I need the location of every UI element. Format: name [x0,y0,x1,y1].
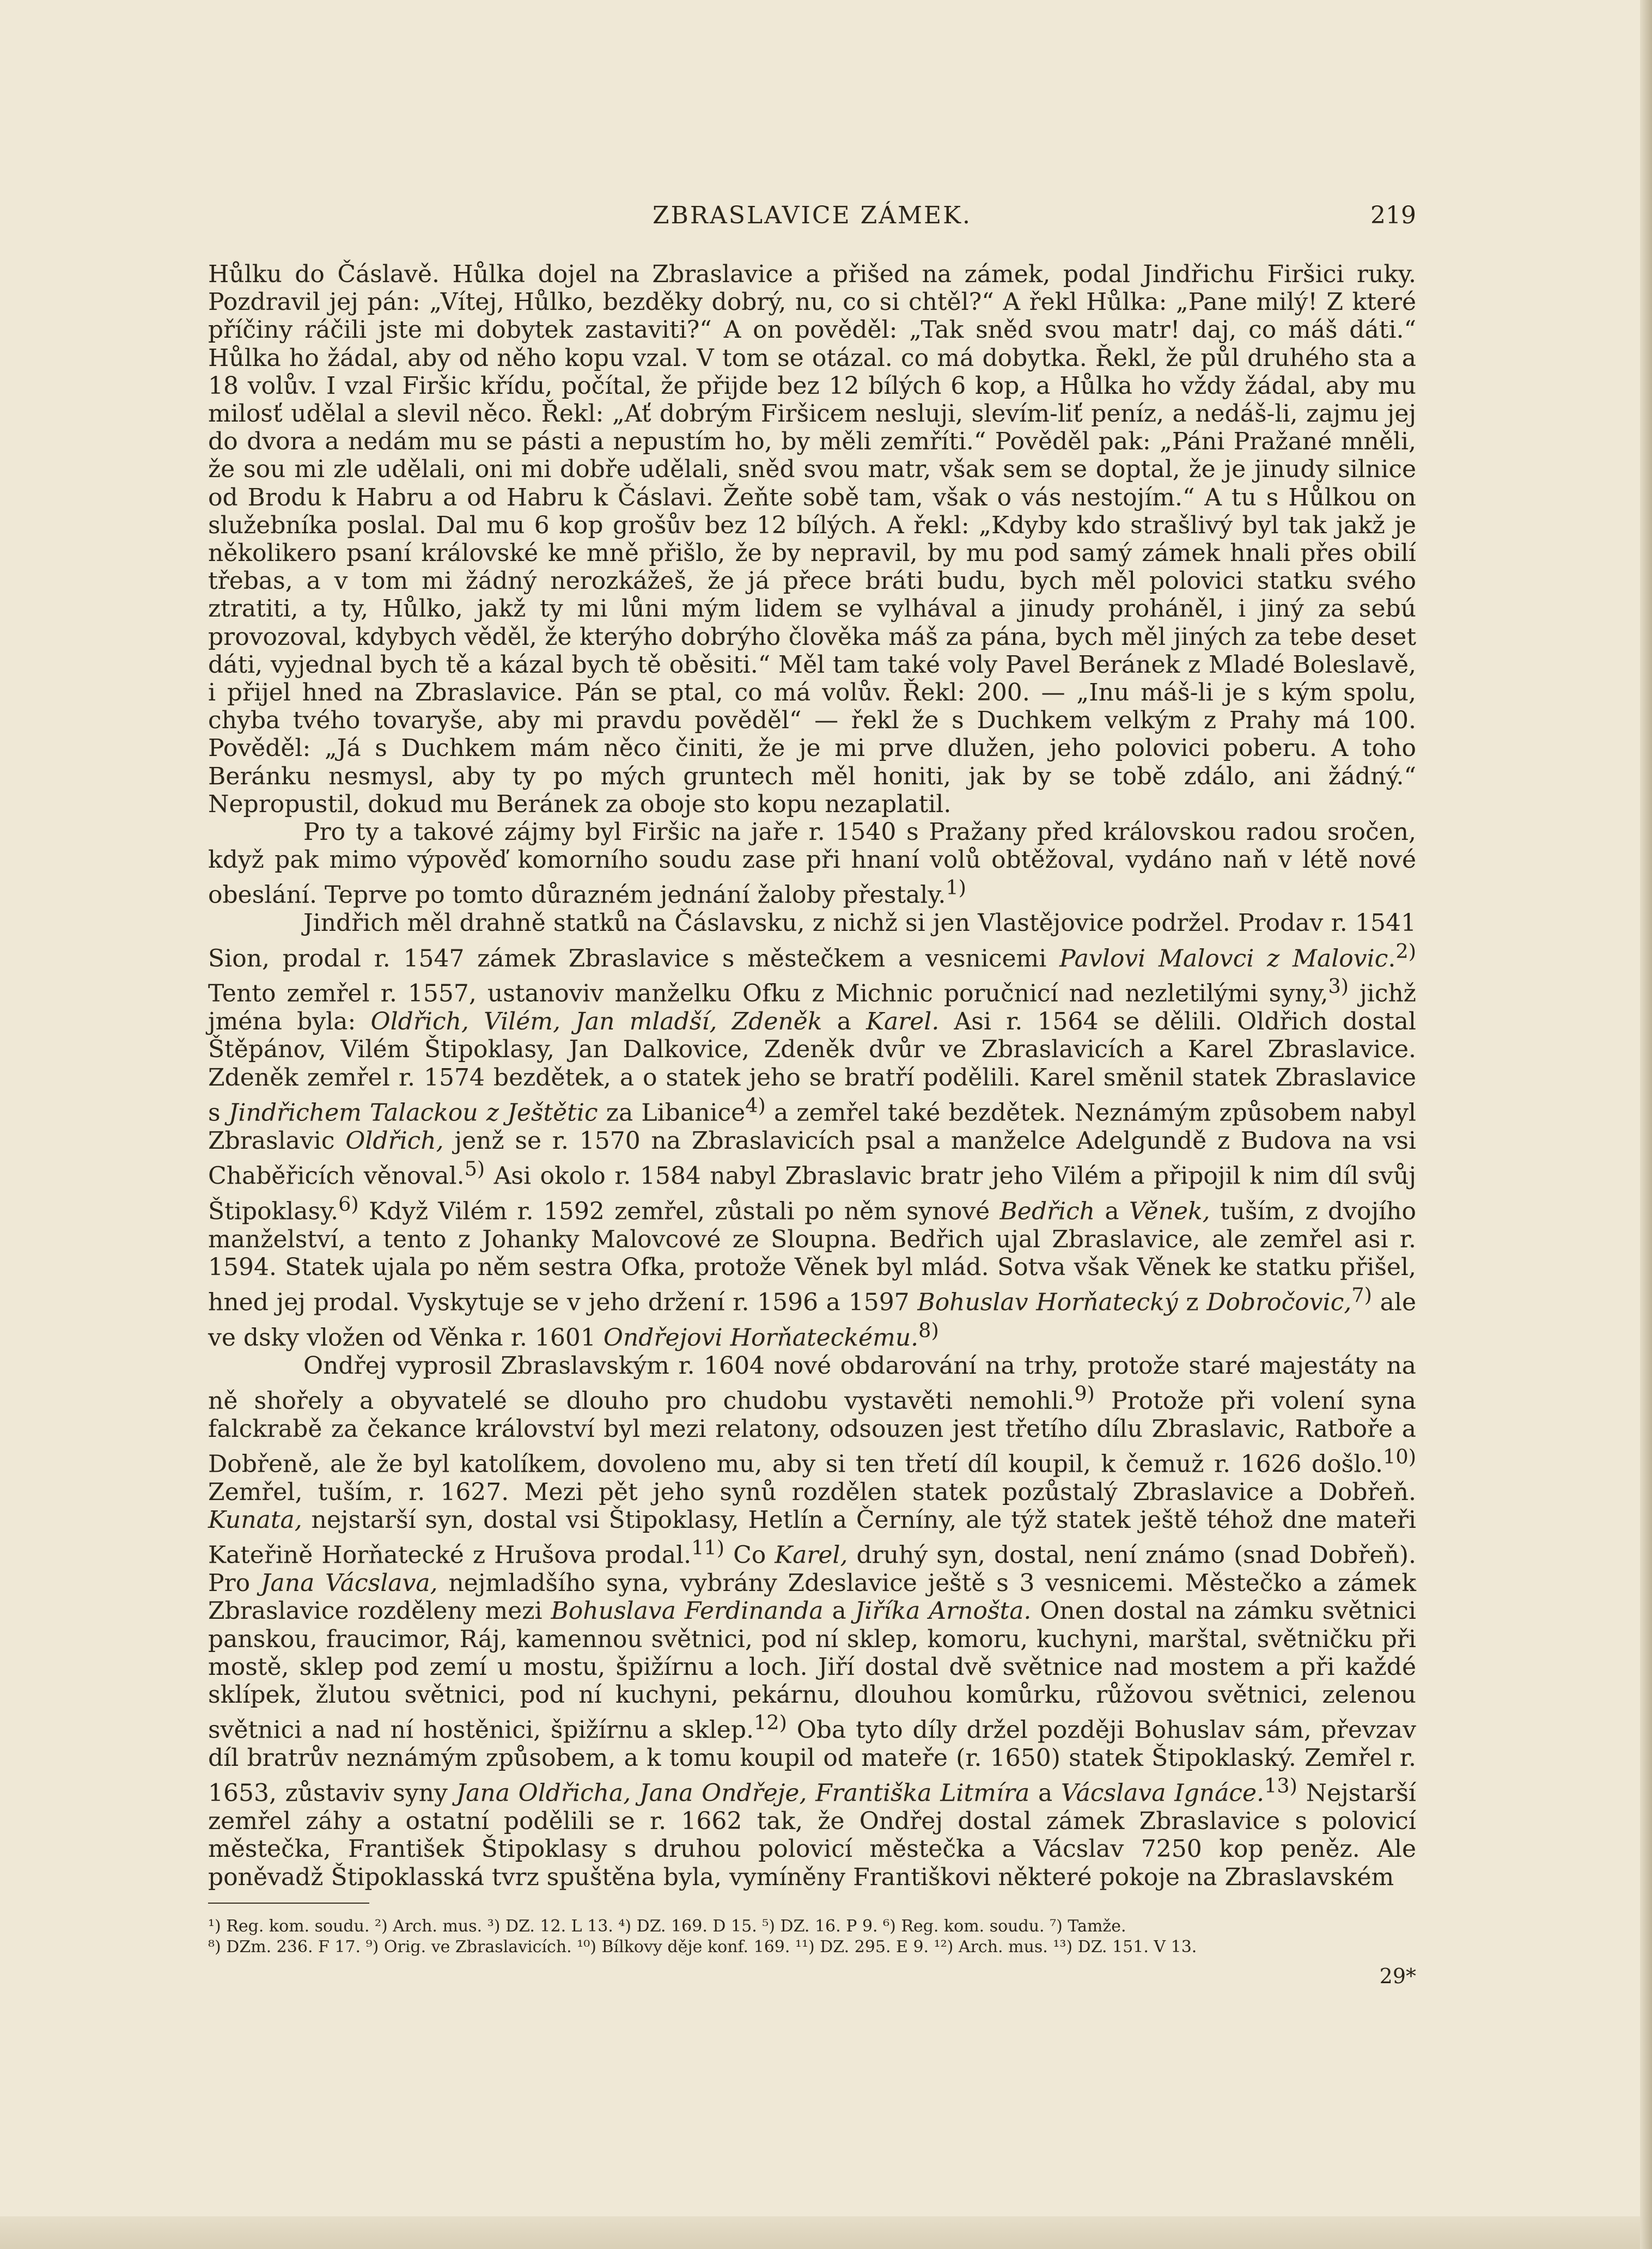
footnote-ref: 6) [338,1192,359,1216]
footnote-ref: 8) [918,1318,939,1342]
paragraph-2 [208,818,1416,909]
footnote-ref: 7) [1351,1283,1372,1307]
italic-name: Dobročovic, [1206,1288,1352,1317]
italic-name: Jindřichem Talackou z Ještětic [228,1099,598,1127]
italic-name: Věnek, [1129,1197,1210,1226]
printer-signature: 29* [1379,1964,1416,1988]
italic-name: Pavlovi Malovci z Malovic [1059,944,1388,973]
book-binding-edge [1640,0,1652,2249]
italic-name: Ondřejovi Horňateckému. [603,1324,919,1352]
italic-name: Oldřich, Vilém, Jan mladší, Zdeněk [370,1008,822,1036]
footnote-ref: 5) [464,1156,485,1180]
italic-name: Bedřich [999,1197,1095,1226]
footnote-ref: 2) [1395,939,1416,963]
footnote-ref: 11) [691,1536,725,1560]
paragraph-1: Hůlku do Čáslavě. Hůlka dojel na Zbraslavice a přišed na zámek, podal Jindřichu Firšici ruky. Pozdravil jej pán: „Vítej, Hůlko, bezděky dobrý, nu, co si chtěl?“ A řekl Hůlka: „Pane milý! Z které příčiny ráčili jste mi dobytek zastaviti?“ A on pověděl: „Tak sněd svou matr! daj, co máš dáti.“ Hůlka ho žádal, aby od něho kopu vzal. V tom se otázal. co má dobytka. Řekl, že půl druhého sta a 18 volův. I vzal Firšic křídu, počítal, že přijde bez 12 bílých 6 kop, a Hůlka ho vždy žádal, aby mu milosť udělal a slevil něco. Řekl: „Ať dobrým Firšicem nesluji, slevím-liť peníz, a nedáš-li, zajmu jej do dvora a nedám mu se pásti a nepustím ho, by měli zemříti.“ Pověděl pak: „Páni Pražané mněli, že sou mi zle udělali, oni mi dobře udělali, sněd svou matr, však sem se doptal, že je jinudy silnice od Brodu k Habru a od Habru k Čáslavi. Žeňte sobě tam, však o vás nestojím.“ A tu s Hůlkou on služebníka poslal. Dal mu 6 kop grošův bez 12 bílých. A řekl: „Kdyby kdo strašlivý byl tak jakž je několikero psaní královské ke mně přišlo, že by nepravil, by mu pod samý zámek hnali přes obilí třebas, a v tom mi žádný nerozkážeš, že já přece bráti budu, bych měl polovici statku svého ztratiti, a ty, Hůlko, jakž ty mi lůni mým lidem se vylhával a jinudy proháněl, i jiný za sebú provozoval, kdybych věděl, že kterýho dobrýho člověka máš za pána, bych měl jiných za tebe deset dáti, vyjednal bych tě a kázal bych tě oběsiti.“ Měl tam také voly Pavel Beránek z Mladé Boleslavě, i přijel hned na Zbraslavice. Pán se ptal, co má volův. Řekl: 200. — „Inu máš-li je s kým spolu, chyba tvého tovaryše, aby mi pravdu pověděl“ — řekl že s Duchkem velkým z Prahy má 100. Pověděl: „Já s Duchkem mám něco činiti, že je mi prve dlužen, jeho polovici poberu. A toho Beránku nesmysl, aby ty po mých gruntech měl honiti, jak by se tobě zdálo, ani žádný.“ Nepropustil, dokud mu Beránek za oboje sto kopu nezaplatil. [208,260,1416,818]
italic-name: Jiříka Arnošta. [855,1597,1032,1625]
paragraph-3: Jindřich měl drahně statků na Čáslavsku, z nichž si jen Vlastějovice podržel. Prodav r. 1541 Sion, prodal r. 1547 zámek Zbraslavice s městečkem a vesnicemi Pavlovi Malovci z Malovic.$^{2)}$ Tento zemřel r. 1557, ustanoviv manželku Ofku z Michnic poručnicí nad nezletilými syny,$^{3)}$ jichž jména byla: Oldřich, Vilém, Jan mladší, Zdeněk a Karel. Asi r. 1564 se dělili. Oldřich dostal Štěpánov, Vilém Štipoklasy, Jan Dalkovice, Zdeněk dvůr ve Zbraslavicích a Karel Zbraslavice. Zdeněk zemřel r. 1574 bezdětek, a o statek jeho se bratří podělili. Karel směnil statek Zbraslavice s Jindřichem Talackou z Ještětic za Libanice$^{4)}$ a zemřel také bezdětek. Neznámým způsobem nabyl Zbraslavic Oldřich, jenž se r. 1570 na Zbraslavicích psal a manželce Adelgundě z Budova na vsi Chaběřicích věnoval.$^{5)}$ Asi okolo r. 1584 nabyl Zbraslavic bratr jeho Vilém a připojil k nim díl svůj Štipoklasy.$^{6)}$ Když Vilém r. 1592 zemřel, zůstali po něm synové Bedřich a Věnek, tuším, z dvojího manželství, a tento z Johanky Malovcové ze Sloupna. Bedřich ujal Zbraslavice, ale zemřel asi r. 1594. Statek ujala po něm sestra Ofka, protože Věnek byl mlád. Sotva však Věnek ke statku přišel, hned jej prodal. Vyskytuje se v jeho držení r. 1596 a 1597 Bohuslav Horňatecký z Dobročovic,$^{7)}$ ale ve dsky vložen od Věnka r. 1601 Ondřejovi Horňateckému.$^{8)}$ [208,909,1417,1352]
footnote-ref: 1) [946,876,966,900]
page-bottom-edge [0,2216,1652,2249]
italic-name: Vácslava Ignáce. [1060,1779,1264,1807]
italic-name: Bohuslava Ferdinanda [551,1597,824,1625]
footnote-divider [208,1903,369,1904]
footnotes [208,1916,1416,1958]
page-number: 219 [1370,202,1416,229]
paragraph-4: Ondřej vyprosil Zbraslavským r. 1604 nové obdarování na trhy, protože staré majestáty na ně shořely a obyvatelé se dlouho pro chudobu vystavěti nemohli.$^{9)}$ Protože při volení syna falckrabě za čekance království byl mezi relatony, odsouzen jest třetího dílu Zbraslavic, Ratboře a Dobřeně, ale že byl katolíkem, dovoleno mu, aby si ten třetí díl koupil, k čemuž r. 1626 došlo.$^{10)}$ Zemřel, tuším, r. 1627. Mezi pět jeho synů rozdělen statek pozůstalý Zbraslavice a Dobřeň. Kunata, nejstarší syn, dostal vsi Štipoklasy, Hetlín a Černíny, ale týž statek ještě téhož dne mateři Kateřině Horňatecké z Hrušova prodal.$^{11)}$ Co Karel, druhý syn, dostal, není známo (snad Dobřeň). Pro Jana Vácslava, nejmladšího syna, vybrány Zdeslavice ještě s 3 vesnicemi. Městečko a zámek Zbraslavice rozděleny mezi Bohuslava Ferdinanda a Jiříka Arnošta. Onen dostal na zámku světnici panskou, fraucimor, Ráj, kamennou světnici, pod ní sklep, komoru, kuchyni, marštal, světničku při mostě, sklep pod zemí u mostu, špižírnu a loch. Jiří dostal dvě světnice nad mostem a při každé sklípek, žlutou světnici, pod ní kuchyni, pekárnu, dlouhou komůrku, růžovou světnici, zelenou světnici a nad ní hostěnici, špižírnu a sklep.$^{12)}$ Oba tyto díly držel později Bohuslav sám, převzav díl bratrův neznámým způsobem, a k tomu koupil od mateře (r. 1650) statek Štipoklaský. Zemřel r. 1653, zůstaviv syny Jana Oldřicha, Jana Ondřeje, Františka Litmíra a Vácslava Ignáce.$^{13)}$ Nejstarší zemřel záhy a ostatní podělili se r. 1662 tak, že Ondřej dostal zámek Zbraslavice s polovicí městečka, František Štipoklasy s druhou polovicí městečka a Vácslav 7250 kop peněz. Ale poněvadž Štipoklasská tvrz spuštěna byla, vymíněny Františkovi některé pokoje na Zbraslavském [208,1351,1417,1891]
italic-name: Bohuslav Horňatecký [917,1288,1178,1317]
footnote-line-1: ¹) Reg. kom. soudu. ²) Arch. mus. ³) DZ. 12. L 13. ⁴) DZ. 169. D 15. ⁵) DZ. 16. P 9. ⁶) Reg. kom. soudu. ⁷) Tamže. [208,1917,1126,1936]
italic-name: Jana Vácslava, [260,1569,438,1598]
page-header [208,202,1416,234]
paragraph-2-text: Pro ty a takové zájmy byl Firšic na jaře r. 1540 s Pražany před královskou radou sročen, když pak mimo výpověď komorního soudu zase při hnaní volů obtěžoval, vydáno naň v létě nové obeslání. Teprve po tomto důrazném jednání žaloby přestaly. [208,818,1416,910]
italic-name: Karel. [866,1008,940,1036]
running-title: ZBRASLAVICE ZÁMEK. [652,202,972,229]
italic-name: Karel, [775,1541,848,1569]
italic-name: Oldřich, [345,1126,444,1155]
footnote-ref: 13) [1264,1774,1297,1798]
main-text [208,260,1416,1891]
italic-name: Jana Oldřicha, Jana Ondřeje, Františka Litmíra [456,1779,1030,1807]
footnote-ref: 9) [1074,1381,1095,1405]
footnote-ref: 12) [753,1711,787,1735]
footnote-ref: 3) [1328,974,1349,998]
footnote-line-2: ⁸) DZm. 236. F 17. ⁹) Orig. ve Zbraslavicích. ¹⁰) Bílkovy děje konf. 169. ¹¹) DZ. 295. E 9. ¹²) Arch. mus. ¹³) DZ. 151. V 13. [208,1937,1197,1957]
italic-name: Kunata, [208,1506,302,1534]
footnote-ref: 4) [745,1093,766,1117]
footnote-ref: 10) [1383,1445,1416,1469]
